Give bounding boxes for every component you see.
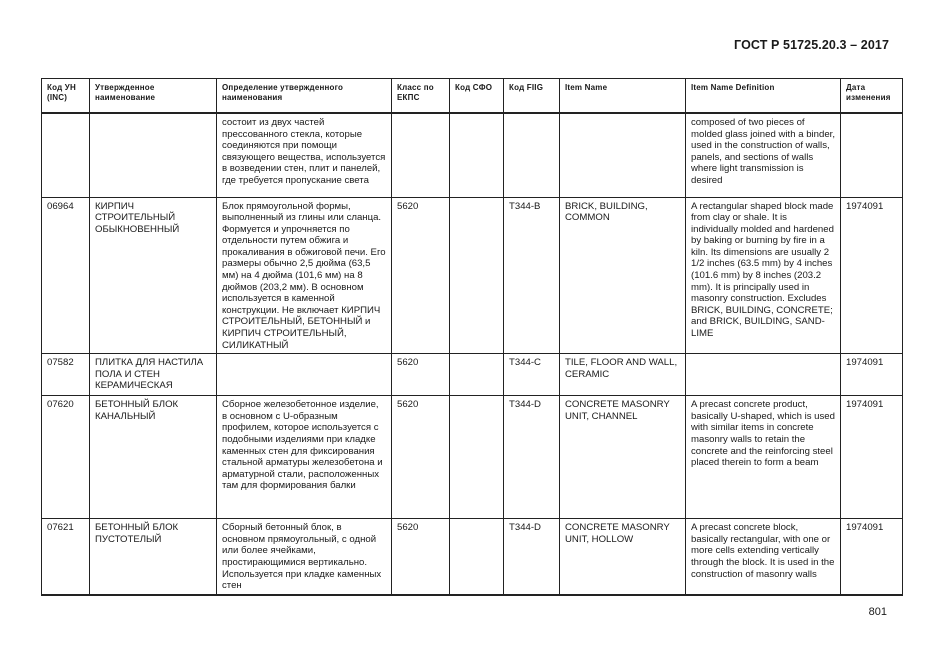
cell-inc: 07582 [42, 354, 90, 396]
cell-definition-en: composed of two pieces of molded glass joined with a binder, used in the construction of walls, panels, and sections of walls where light transmission is desired [686, 113, 841, 197]
cell-fiig: T344-D [504, 519, 560, 595]
col-header-definition-ru: Определение утвержденного наименования [217, 79, 392, 114]
table-row [42, 354, 903, 396]
cell-item-name: CONCRETE MASONRY UNIT, HOLLOW [560, 519, 686, 595]
cell-sfo [450, 113, 504, 197]
table-row [42, 396, 903, 519]
cell-name-ru: КИРПИЧ СТРОИТЕЛЬНЫЙ ОБЫКНОВЕННЫЙ [90, 197, 217, 354]
cell-inc: 07621 [42, 519, 90, 595]
col-header-name-ru: Утвержденное наименование [90, 79, 217, 114]
cell-name-ru: БЕТОННЫЙ БЛОК КАНАЛЬНЫЙ [90, 396, 217, 519]
cell-definition-ru: Сборный бетонный блок, в основном прямоугольный, с одной или более ячейками, простирающимися вертикально. Используется при кладке каменных стен [217, 519, 392, 595]
cell-sfo [450, 396, 504, 519]
cell-definition-en [686, 354, 841, 396]
cell-name-ru: ПЛИТКА ДЛЯ НАСТИЛА ПОЛА И СТЕН КЕРАМИЧЕСКАЯ [90, 354, 217, 396]
cell-ekps: 5620 [392, 354, 450, 396]
cell-ekps: 5620 [392, 519, 450, 595]
cell-definition-en: A precast concrete block, basically rectangular, with one or more cells extending vertically through the block. It is used in the construction of masonry walls [686, 519, 841, 595]
table-header-row [42, 79, 903, 114]
cell-inc [42, 113, 90, 197]
cell-definition-ru: состоит из двух частей прессованного стекла, которые соединяются при помощи связующего вещества, используется в возведении стен, плит и панелей, где требуется пропускание света [217, 113, 392, 197]
page-number: 801 [868, 606, 887, 618]
cell-definition-en: A rectangular shaped block made from clay or shale. It is individually molded and hardened by baking or burning by fire in a kiln. Its dimensions are usually 2 1/2 inches (63.5 mm) by 4 inches (101.6 mm) by 8 inches (203.2 mm). It is principally used in masonry construction. Excludes BRICK, BUILDING, CONCRETE; and BRICK, BUILDING, SAND-LIME [686, 197, 841, 354]
cell-item-name: CONCRETE MASONRY UNIT, CHANNEL [560, 396, 686, 519]
cell-inc: 07620 [42, 396, 90, 519]
cell-item-name [560, 113, 686, 197]
cell-definition-ru [217, 354, 392, 396]
cell-sfo [450, 197, 504, 354]
cell-date: 1974091 [841, 197, 903, 354]
table-row [42, 519, 903, 595]
col-header-inc: Код УН (INC) [42, 79, 90, 114]
cell-name-ru: БЕТОННЫЙ БЛОК ПУСТОТЕЛЫЙ [90, 519, 217, 595]
col-header-sfo: Код СФО [450, 79, 504, 114]
col-header-fiig: Код FIIG [504, 79, 560, 114]
cell-name-ru [90, 113, 217, 197]
cell-ekps [392, 113, 450, 197]
cell-sfo [450, 354, 504, 396]
cell-fiig: T344-C [504, 354, 560, 396]
cell-date: 1974091 [841, 519, 903, 595]
cell-fiig [504, 113, 560, 197]
cell-definition-ru: Блок прямоугольной формы, выполненный из глины или сланца. Формуется и упрочняется по отдельности путем обжига и прокаливания в обжиговой печи. Его размеры обычно 2,5 дюйма (63,5 мм) на 4 дюйма (101,6 мм) на 8 дюймов (203,2 мм). В основном используется в каменной конструкции. Не включает КИРПИЧ СТРОИТЕЛЬНЫЙ, БЕТОННЫЙ и КИРПИЧ СТРОИТЕЛЬНЫЙ, СИЛИКАТНЫЙ [217, 197, 392, 354]
cell-sfo [450, 519, 504, 595]
table-row [42, 197, 903, 354]
document-id: ГОСТ Р 51725.20.3 – 2017 [734, 38, 889, 52]
cell-ekps: 5620 [392, 396, 450, 519]
col-header-ekps: Класс по ЕКПС [392, 79, 450, 114]
cell-inc: 06964 [42, 197, 90, 354]
cell-date [841, 113, 903, 197]
col-header-item-name: Item Name [560, 79, 686, 114]
classification-table [41, 78, 903, 596]
cell-item-name: TILE, FLOOR AND WALL, CERAMIC [560, 354, 686, 396]
cell-ekps: 5620 [392, 197, 450, 354]
col-header-date: Дата изменения [841, 79, 903, 114]
cell-definition-en: A precast concrete product, basically U-shaped, which is used with similar items in concrete masonry walls to retain the concrete and the reinforcing steel placed therein to form a beam [686, 396, 841, 519]
table-row [42, 113, 903, 197]
cell-date: 1974091 [841, 396, 903, 519]
cell-definition-ru: Сборное железобетонное изделие, в основном с U-образным профилем, которое используется с подобными изделиями при кладке каменных стен для фиксирования стальной арматуры железобетона и арматурной стали, расположенных там для формирования балки [217, 396, 392, 519]
cell-date: 1974091 [841, 354, 903, 396]
cell-fiig: T344-B [504, 197, 560, 354]
cell-item-name: BRICK, BUILDING, COMMON [560, 197, 686, 354]
col-header-definition-en: Item Name Definition [686, 79, 841, 114]
cell-fiig: T344-D [504, 396, 560, 519]
